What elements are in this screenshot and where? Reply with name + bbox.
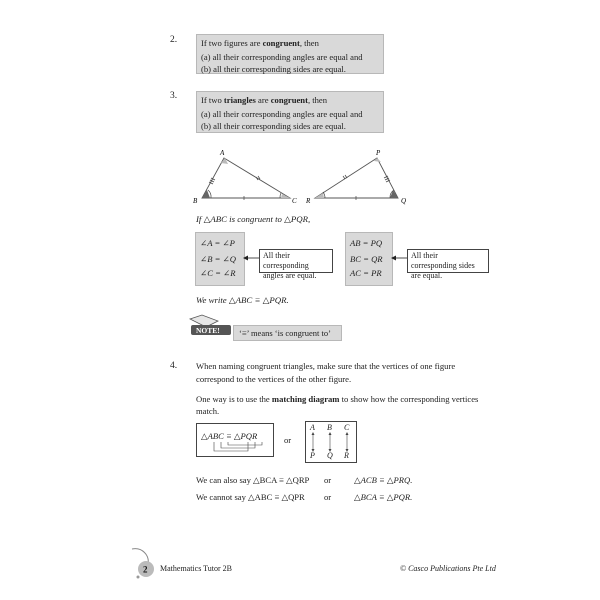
- page-number: 2: [143, 564, 148, 575]
- col-bottom-r: R: [344, 451, 349, 460]
- cannot-or: or: [324, 492, 332, 502]
- vertex-label-b: B: [193, 197, 198, 205]
- s3-intro-pre: If two: [201, 95, 224, 105]
- s4-line2: correspond to the vertices of the other figure.: [196, 374, 352, 384]
- book-title: Mathematics Tutor 2B: [160, 564, 233, 573]
- s2-intro-pre: If two figures are: [201, 38, 263, 48]
- section-2-number: 2.: [170, 35, 178, 45]
- cannot-say-text: We cannot say △ABC ≡ △QPR: [196, 492, 305, 502]
- also-alt: △ACB ≡ △PRQ.: [354, 475, 413, 485]
- definition-box-figures: [196, 34, 384, 74]
- also-or: or: [324, 475, 332, 485]
- col-top-b: B: [327, 423, 332, 432]
- note-pencil-icon: [188, 313, 234, 339]
- s3-item-a: (a) all their corresponding angles are equal and: [201, 109, 363, 119]
- note-box: [233, 325, 342, 341]
- s4-para2-post: to show how the corresponding vertices: [339, 394, 479, 404]
- sides-equal-box: [345, 232, 393, 286]
- triangle-abc: [202, 158, 290, 200]
- section-3-number: 3.: [170, 91, 178, 101]
- s2-item-a: (a) all their corresponding angles are equal and: [201, 52, 363, 62]
- vertex-label-a: A: [220, 149, 225, 157]
- s2-intro-post: , then: [299, 38, 319, 48]
- triangle-pqr: [315, 158, 398, 200]
- cannot-alt: △BCA ≡ △PQR.: [354, 492, 413, 502]
- matching-diagram-text: △ABC ≡ △PQR: [201, 431, 258, 441]
- congruent-triangles-diagram: [190, 145, 430, 215]
- vertex-label-q: Q: [401, 197, 407, 205]
- s4-para2-bold: matching diagram: [271, 394, 340, 404]
- note-text: ‘≡’ means ‘is congruent to’: [239, 328, 331, 338]
- or-text: or: [284, 435, 292, 445]
- side-eq-3: AC = PR: [350, 268, 382, 278]
- s3-item-b: (b) all their corresponding sides are equal.: [201, 121, 346, 131]
- col-bottom-q: Q: [327, 451, 333, 460]
- matching-lines: [197, 424, 273, 456]
- copyright: © Casco Publications Pte Ltd: [400, 564, 496, 573]
- matching-diagram-columns: [305, 421, 357, 463]
- angle-eq-1: ∠A = ∠P: [200, 238, 235, 248]
- if-congruent-text: If △ABC is congruent to △PQR,: [196, 214, 311, 224]
- arrow-left-icon: [391, 255, 407, 261]
- col-bottom-p: P: [310, 451, 315, 460]
- section-4-number: 4.: [170, 361, 178, 371]
- angle-eq-3: ∠C = ∠R: [200, 268, 236, 278]
- angles-equal-box: [195, 232, 245, 286]
- vertex-label-c: C: [292, 197, 297, 205]
- s3-intro-mid: are: [255, 95, 271, 105]
- vertex-label-p: P: [376, 149, 381, 157]
- matching-diagram-inline: [196, 423, 274, 457]
- sides-note: All their corresponding sides are equal.: [411, 251, 475, 280]
- also-say-text: We can also say △BCA ≡ △QRP: [196, 475, 310, 485]
- s4-line1: When naming congruent triangles, make sure that the vertices of one figure: [196, 361, 456, 371]
- angles-note: All their corresponding angles are equal.: [263, 251, 317, 280]
- page-number-badge-icon: [128, 547, 162, 579]
- side-eq-2: BC = QR: [350, 254, 383, 264]
- sides-note-box: [407, 249, 489, 280]
- s2-intro-bold: congruent: [262, 38, 300, 48]
- side-eq-1: AB = PQ: [350, 238, 383, 248]
- col-top-a: A: [310, 423, 315, 432]
- s4-para2-pre: One way is to use the: [196, 394, 272, 404]
- arrow-left-icon: [243, 255, 259, 261]
- s4-para2: [196, 393, 478, 405]
- we-write-text: We write △ABC ≡ △PQR.: [196, 295, 289, 305]
- vertex-label-r: R: [306, 197, 311, 205]
- s2-item-b: (b) all their corresponding sides are equal.: [201, 64, 346, 74]
- s3-intro-post: , then: [307, 95, 328, 105]
- s3-intro-bold1: triangles: [223, 95, 256, 105]
- s3-intro-bold2: congruent: [270, 95, 308, 105]
- definition-box-triangles: [196, 91, 384, 133]
- col-top-c: C: [344, 423, 350, 432]
- angle-eq-2: ∠B = ∠Q: [200, 254, 236, 264]
- s4-para2-line2: match.: [196, 406, 220, 416]
- angles-note-box: [259, 249, 333, 280]
- note-label: NOTE!: [196, 326, 220, 335]
